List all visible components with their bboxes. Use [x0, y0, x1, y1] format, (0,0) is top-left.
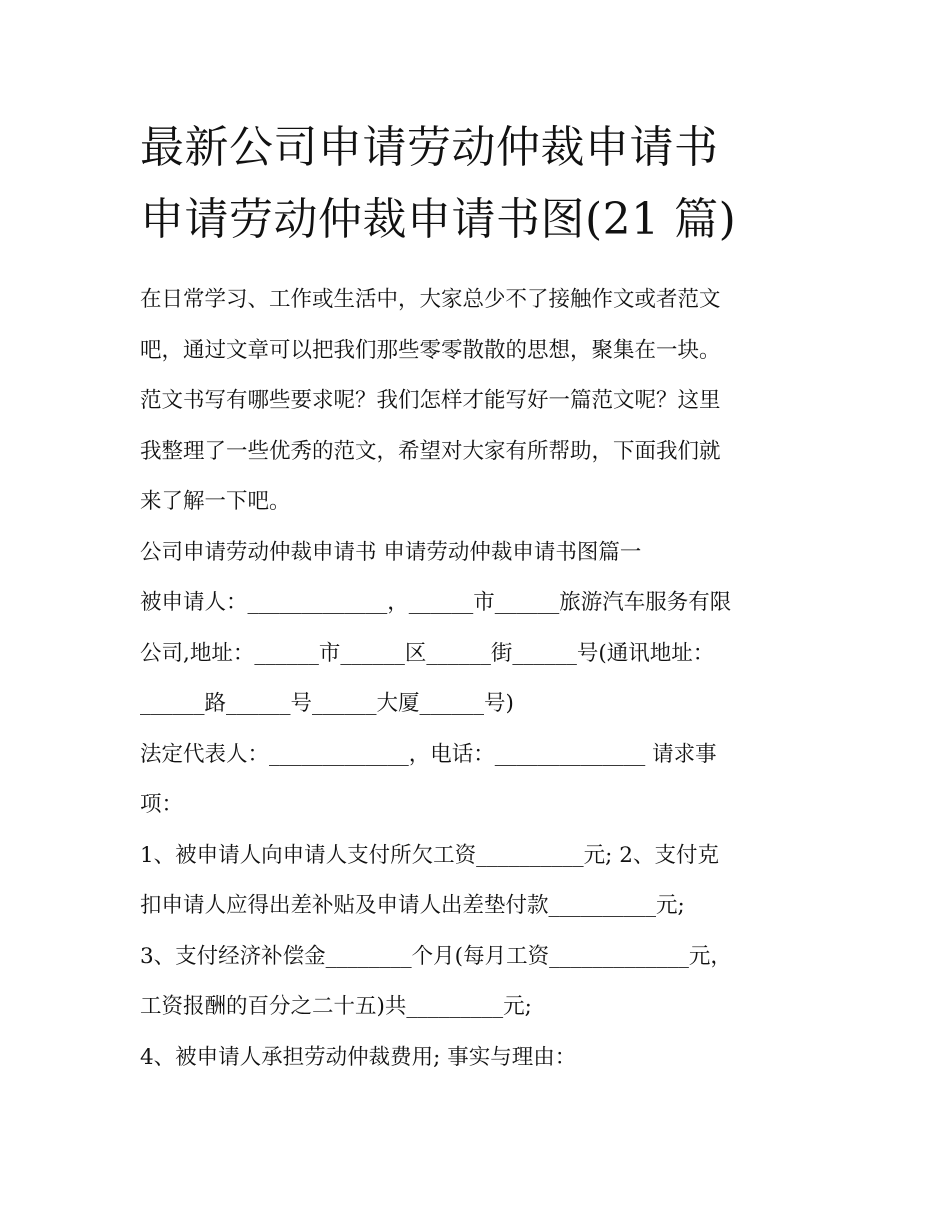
- respondent-line: ______路______号______大厦______号): [140, 691, 514, 716]
- legal-representative-line: 项：: [140, 792, 184, 817]
- claim-line: 4、被申请人承担劳动仲裁费用; 事实与理由：: [140, 1044, 577, 1070]
- respondent-line: 公司,地址：______市______区______街______号(通讯地址：: [140, 640, 715, 666]
- document-title: [140, 112, 820, 256]
- intro-line: 在日常学习、工作或生活中，大家总少不了接触作文或者范文: [140, 287, 721, 312]
- claim-line: 工资报酬的百分之二十五)共_________元;: [140, 994, 532, 1019]
- section-heading: 公司申请劳动仲裁申请书 申请劳动仲裁申请书图篇一: [140, 539, 642, 565]
- title-line-2: 申请劳动仲裁申请书图(21 篇): [140, 194, 737, 245]
- title-line-1: 最新公司申请劳动仲裁申请书: [140, 122, 719, 173]
- intro-line: 吧，通过文章可以把我们那些零零散散的思想，聚集在一块。: [140, 337, 721, 363]
- intro-line: 范文书写有哪些要求呢？我们怎样才能写好一篇范文呢？这里: [140, 388, 721, 413]
- respondent-line: 被申请人：_____________，______市______旅游汽车服务有限: [140, 590, 732, 615]
- legal-representative-line: 法定代表人：_____________，电话：______________ 请求事: [140, 741, 717, 767]
- claim-line: 1、被申请人向申请人支付所欠工资__________元; 2、支付克: [140, 842, 719, 868]
- claim-line: 扣申请人应得出差补贴及申请人出差垫付款__________元;: [140, 893, 685, 918]
- intro-line: 我整理了一些优秀的范文，希望对大家有所帮助，下面我们就: [140, 438, 721, 464]
- document-body: [140, 275, 830, 1083]
- intro-line: 来了解一下吧。: [140, 489, 291, 514]
- claim-line: 3、支付经济补偿金________个月(每月工资_____________元，: [140, 943, 732, 969]
